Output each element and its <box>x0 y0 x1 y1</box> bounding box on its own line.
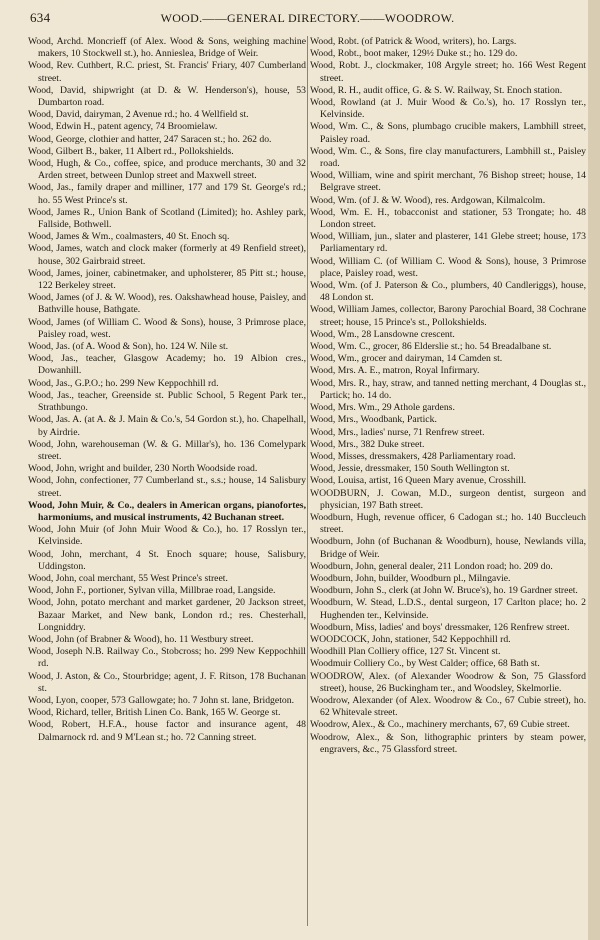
directory-entry: Wood, John, warehouseman (W. & G. Millar's), ho. 136 Comelypark street. <box>28 438 306 462</box>
directory-entry: Woodburn, John (of Buchanan & Woodburn), house, Newlands villa, Bridge of Weir. <box>310 536 586 560</box>
directory-entry: Wood, John, confectioner, 77 Cumberland st., s.s.; house, 14 Salisbury street. <box>28 475 306 499</box>
directory-entry: Wood, Wm. C., & Sons, plumbago crucible makers, Lambhill street, Paisley road. <box>310 121 586 145</box>
directory-entry: WOODBURN, J. Cowan, M.D., surgeon dentist, surgeon and physician, 197 Bath street. <box>310 487 586 511</box>
directory-entry: Wood, William, wine and spirit merchant, 76 Bishop street; house, 14 Belgrave street. <box>310 170 586 194</box>
directory-entry: Wood, Archd. Moncrieff (of Alex. Wood & Sons, weighing machine makers, 10 Stockwell st.), ho. Anniesleа, Bridge of Weir. <box>28 36 306 60</box>
directory-entry: Wood, Robert, H.F.A., house factor and insurance agent, 48 Dalmarnock rd. and 9 M'Lean st.; ho. 72 Canning street. <box>28 719 306 743</box>
directory-entry: Wood, John, potato merchant and market gardener, 20 Jackson street, Bazaar Market, and New bank, London rd.; res. Chesterhall, Longniddry. <box>28 597 306 633</box>
directory-entry: Wood, Jas. (of A. Wood & Son), ho. 124 W. Nile st. <box>28 341 229 353</box>
directory-entry: Wood, James (of William C. Wood & Sons), house, 3 Primrose place, Paisley road, west. <box>28 316 306 340</box>
directory-entry: Woodhill Plan Colliery office, 127 St. Vincent st. <box>310 646 501 658</box>
directory-entry: Wood, R. H., audit office, G. & S. W. Railway, St. Enoch station. <box>310 84 563 96</box>
directory-entry: Wood, David, shipwright (at D. & W. Henderson's), house, 53 Dumbarton road. <box>28 84 306 109</box>
directory-entry: Wood, Wm. C., & Sons, fire clay manufacturers, Lambhill st., Paisley road. <box>310 145 586 170</box>
directory-entry: Wood, Mrs., 382 Duke street. <box>310 438 425 450</box>
directory-entry: Woodrow, Alex., & Co., machinery merchants, 67, 69 Cubie street. <box>310 719 570 731</box>
directory-entry: WOODCOCK, John, stationer, 542 Keppochhill rd. <box>310 633 511 645</box>
directory-entry: Wood, Jas., family draper and milliner, 177 and 179 St. George's rd.; ho. 55 West Prince's st. <box>28 182 306 206</box>
directory-entry: Wood, Robt. (of Patrick & Wood, writers), ho. Largs. <box>310 36 517 47</box>
directory-entry: Wood, Robt., boot maker, 129½ Duke st.; ho. 129 do. <box>310 48 518 60</box>
adjacent-page-edge <box>588 0 600 940</box>
directory-entry: Wood, Wm. (of J. & W. Wood), res. Ardgowan, Kilmalcolm. <box>310 194 546 206</box>
directory-entry: Wood, James (of J. & W. Wood), res. Oakshawhead house, Paisley, and Bathville house, Bathgate. <box>28 292 306 316</box>
directory-entry: Woodburn, Miss, ladies' and boys' dressmaker, 126 Renfrew street. <box>310 621 570 633</box>
directory-entry: Wood, Jas., G.P.O.; ho. 299 New Keppochhill rd. <box>28 377 219 389</box>
column-divider <box>307 36 308 926</box>
directory-entry: Wood, John (of Brabner & Wood), ho. 11 Westbury street. <box>28 633 254 645</box>
directory-entry: Wood, John Muir, & Co., dealers in American organs, pianofortes, harmoniums, and musical instruments, 42 Buchanan street. <box>28 499 306 523</box>
directory-entry: Woodmuir Colliery Co., by West Calder; office, 68 Bath st. <box>310 658 540 670</box>
directory-entry: Wood, Jas. A. (at A. & J. Main & Co.'s, 54 Gordon st.), ho. Chapelhall, by Airdrie. <box>28 414 306 438</box>
directory-entry: Wood, Jas., teacher, Glasgow Academy; ho. 19 Albion cres., Dowanhill. <box>28 353 306 377</box>
directory-entry: Woodburn, Hugh, revenue officer, 6 Cadogan st.; ho. 140 Buccleuch street. <box>310 511 586 536</box>
directory-entry: Wood, Wm. E. H., tobacconist and stationer, 53 Trongate; ho. 48 London street. <box>310 206 586 231</box>
directory-entry: Wood, James, joiner, cabinetmaker, and upholsterer, 85 Pitt st.; house, 122 Berkeley street. <box>28 267 306 292</box>
directory-entry: Wood, William James, collector, Barony Parochial Board, 38 Cochrane street; house, 15 Prince's st., Pollokshields. <box>310 304 586 328</box>
directory-entry: Wood, Mrs. R., hay, straw, and tanned netting merchant, 4 Douglas st., Partick; ho. 14 do. <box>310 377 586 401</box>
directory-entry: Wood, Wm., 28 Lansdowne crescent. <box>310 328 455 340</box>
directory-entry: Wood, Mrs., Woodbank, Partick. <box>310 414 437 426</box>
directory-entry: Wood, John, merchant, 4 St. Enoch square; house, Salisbury, Uddingston. <box>28 548 306 572</box>
directory-entry: Woodburn, John, general dealer, 211 London road; ho. 209 do. <box>310 560 553 572</box>
directory-entry: Wood, James R., Union Bank of Scotland (Limited); ho. Ashley park, Fallside, Bothwell. <box>28 206 306 231</box>
directory-entry: Woodburn, W. Stead, L.D.S., dental surgeon, 17 Carlton place; ho. 2 Hughenden ter., Kelvinside. <box>310 597 586 621</box>
directory-entry: Woodburn, John, builder, Woodburn pl., Milngavie. <box>310 572 511 584</box>
directory-entry: Wood, William, jun., slater and plasterer, 141 Glebe street; house, 173 Parliamentary rd. <box>310 231 586 255</box>
directory-entry: Woodrow, Alex., & Son, lithographic printers by steam power, engravers, &c., 75 Glassford street. <box>310 731 586 755</box>
directory-entry: Wood, George, clothier and hatter, 247 Saracen st.; ho. 262 do. <box>28 133 272 145</box>
directory-entry: Wood, J. Aston, & Co., Stourbridge; agent, J. F. Ritson, 178 Buchanan st. <box>28 670 306 694</box>
directory-entry: Wood, James & Wm., coalmasters, 40 St. Enoch sq. <box>28 231 230 243</box>
directory-entry: Wood, Mrs. A. E., matron, Royal Infirmary. <box>310 365 480 377</box>
directory-entry: Woodrow, Alexander (of Alex. Woodrow & Co., 67 Cubie street), ho. 62 Whitevale street. <box>310 694 586 719</box>
directory-entry: Wood, David, dairyman, 2 Avenue rd.; ho. 4 Wellfield st. <box>28 109 249 121</box>
page-header <box>30 8 585 30</box>
directory-entry: Wood, Wm. (of J. Paterson & Co., plumbers, 40 Candleriggs), house, 48 London st. <box>310 280 586 304</box>
directory-entry: Wood, John, coal merchant, 55 West Prince's street. <box>28 572 228 584</box>
page-number: 634 <box>30 10 51 25</box>
directory-entry: Wood, John, wright and builder, 230 North Woodside road. <box>28 463 258 475</box>
directory-entry: Wood, Richard, teller, British Linen Co. Bank, 165 W. George st. <box>28 707 281 719</box>
directory-entry: Wood, Wm., grocer and dairyman, 14 Camden st. <box>310 353 503 365</box>
directory-entry: Wood, Lyon, cooper, 573 Gallowgate; ho. 7 John st. lane, Bridgeton. <box>28 694 295 706</box>
directory-entry: Wood, James, watch and clock maker (formerly at 49 Renfield street), house, 302 Gairbraid street. <box>28 243 306 267</box>
directory-entry: Wood, Edwin H., patent agency, 74 Broomielaw. <box>28 121 218 133</box>
directory-entry: Wood, John F., portioner, Sylvan villa, Millbrae road, Langside. <box>28 585 276 597</box>
directory-entry: Wood, Rev. Cuthbert, R.C. priest, St. Francis' Friary, 407 Cumberland street. <box>28 60 306 84</box>
directory-entry: Wood, Rowland (at J. Muir Wood & Co.'s), ho. 17 Rosslyn ter., Kelvinside. <box>310 97 586 121</box>
left-column <box>28 36 306 936</box>
running-title: WOOD.——GENERAL DIRECTORY.——WOODROW. <box>160 11 455 25</box>
directory-entry: Wood, William C. (of William C. Wood & Sons), house, 3 Primrose place, Paisley road, west. <box>310 255 586 279</box>
directory-entry: Wood, Wm. C., grocer, 86 Elderslie st.; ho. 54 Breadalbane st. <box>310 341 552 353</box>
directory-entry: Wood, Mrs., ladies' nurse, 71 Renfrew street. <box>310 426 485 438</box>
directory-entry: Wood, Joseph N.B. Railway Co., Stobcross; ho. 299 New Keppochhill rd. <box>28 646 306 670</box>
directory-entry: Wood, John Muir (of John Muir Wood & Co.), ho. 17 Rosslyn ter., Kelvinside. <box>28 524 306 548</box>
directory-entry: Wood, Jas., teacher, Greenside st. Public School, 5 Regent Park ter., Strathbungo. <box>28 389 306 414</box>
directory-entry: Wood, Mrs. Wm., 29 Athole gardens. <box>310 402 455 414</box>
directory-entry: WOODROW, Alex. (of Alexander Woodrow & Son, 75 Glassford street), house, 26 Buckingham ter., and Woodsley, Skelmorlie. <box>310 670 586 694</box>
directory-entry: Wood, Jessie, dressmaker, 150 South Wellington st. <box>310 463 510 475</box>
directory-entry: Wood, Robt. J., clockmaker, 108 Argyle street; ho. 166 West Regent street. <box>310 60 586 84</box>
directory-entry: Wood, Hugh, & Co., coffee, spice, and produce merchants, 30 and 32 Arden street, between Dunlop street and Maxwell street. <box>28 158 306 182</box>
right-column <box>310 36 586 936</box>
directory-entry: Wood, Gilbert B., baker, 11 Albert rd., Pollokshields. <box>28 145 234 157</box>
directory-entry: Wood, Louisa, artist, 16 Queen Mary avenue, Crosshill. <box>310 475 527 487</box>
directory-entry: Wood, Misses, dressmakers, 428 Parliamentary road. <box>310 450 516 462</box>
directory-entry: Woodburn, John S., clerk (at John W. Bruce's), ho. 19 Gardner street. <box>310 585 578 597</box>
